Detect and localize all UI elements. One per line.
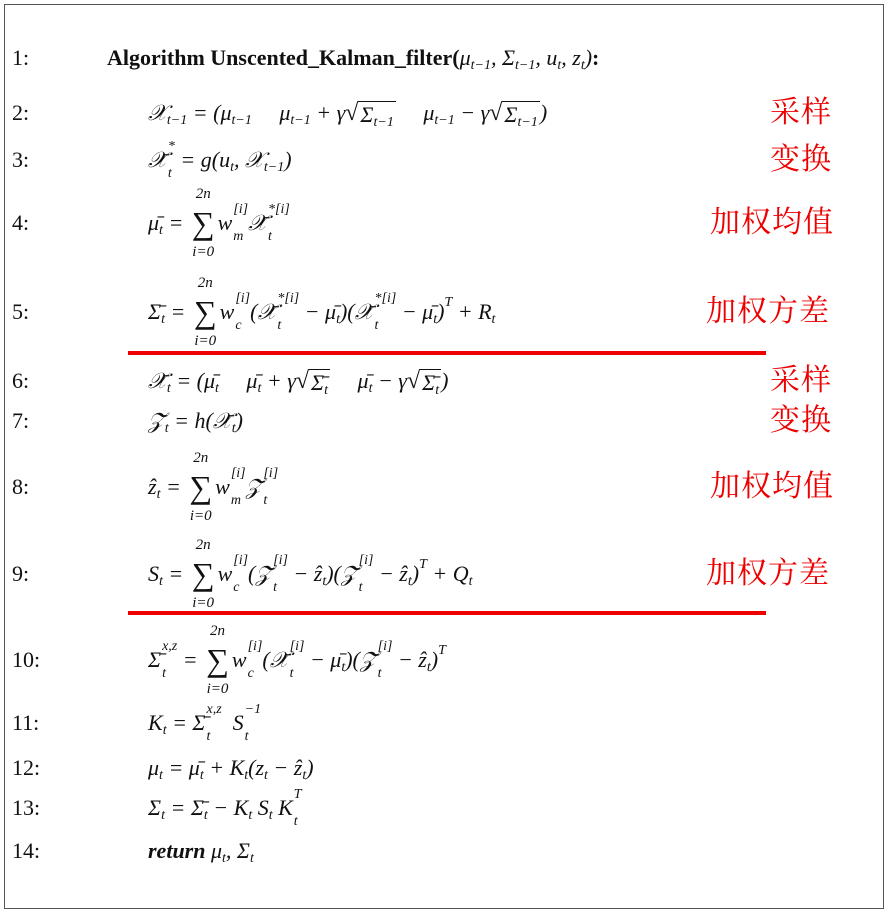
subscript: t bbox=[166, 380, 171, 396]
subscript: t bbox=[277, 318, 282, 333]
subscript: t−1 bbox=[517, 114, 538, 130]
sub-superscript bbox=[268, 202, 290, 244]
math-symbol: 𝒳̄ bbox=[148, 147, 167, 172]
superscript: [i] bbox=[233, 553, 249, 568]
math-symbol: 𝒳 bbox=[148, 100, 167, 125]
sum-sign-icon: ∑ bbox=[189, 469, 213, 505]
math-symbol: μ̄ bbox=[148, 210, 160, 235]
subscript: t bbox=[273, 580, 278, 595]
line-number: 6: bbox=[12, 368, 30, 393]
subscript: t bbox=[435, 382, 440, 398]
subscript: t−1 bbox=[434, 112, 455, 128]
math-symbol: w bbox=[231, 647, 247, 672]
math-symbol: = bbox=[164, 299, 191, 324]
superscript: T bbox=[444, 294, 453, 310]
subscript: t bbox=[161, 807, 165, 823]
subscript: t bbox=[468, 573, 473, 589]
algorithm-title bbox=[107, 45, 599, 71]
superscript: *[i] bbox=[268, 202, 290, 217]
sub-superscript bbox=[247, 639, 263, 681]
line-number: 8: bbox=[12, 474, 30, 499]
subscript: t bbox=[162, 666, 166, 681]
math-symbol: , z bbox=[561, 45, 581, 70]
subscript: c bbox=[233, 580, 240, 595]
sum-sign-icon: ∑ bbox=[193, 294, 217, 330]
math-symbol: = Σ̄ bbox=[164, 795, 204, 820]
line-number: 11: bbox=[12, 710, 40, 735]
subscript: t−1 bbox=[263, 159, 285, 175]
math-symbol: (z bbox=[248, 755, 265, 780]
radicand bbox=[309, 369, 330, 396]
radical-sign-icon: √ bbox=[345, 100, 359, 126]
line-number: 4: bbox=[12, 210, 30, 235]
math-symbol: w bbox=[217, 210, 233, 235]
math-symbol: 𝒳̄ bbox=[148, 368, 167, 393]
subscript: t bbox=[215, 380, 219, 396]
step-annotation: 加权方差 bbox=[706, 556, 830, 591]
algorithm-name: Algorithm Unscented_Kalman_filter( bbox=[107, 45, 460, 70]
formula bbox=[148, 139, 292, 181]
subscript: t−1 bbox=[166, 112, 188, 128]
math-symbol: + γ bbox=[310, 100, 346, 125]
subscript: t bbox=[206, 729, 211, 744]
step-annotation: 变换 bbox=[770, 142, 832, 177]
step-annotation: 采样 bbox=[770, 95, 832, 130]
subscript: t bbox=[580, 57, 585, 73]
sub-superscript bbox=[206, 702, 222, 744]
math-symbol: − ẑ bbox=[373, 561, 408, 586]
formula bbox=[148, 787, 302, 829]
superscript: [i] bbox=[235, 291, 251, 306]
subscript: m bbox=[230, 493, 241, 508]
step-annotation: 采样 bbox=[770, 363, 832, 398]
subscript: t bbox=[557, 57, 562, 73]
subscript: t bbox=[230, 159, 234, 175]
section-divider-measurement bbox=[128, 611, 766, 615]
formula bbox=[148, 449, 278, 525]
formula bbox=[148, 755, 314, 781]
summation bbox=[192, 185, 215, 261]
math-symbol: = (μ bbox=[187, 100, 232, 125]
math-symbol: ) bbox=[430, 647, 439, 672]
sum-lower-limit: i=0 bbox=[206, 681, 229, 697]
math-symbol: , Σ bbox=[490, 45, 516, 70]
superscript: −1 bbox=[244, 702, 262, 717]
formula bbox=[148, 536, 473, 612]
math-symbol: Σ̄ bbox=[148, 647, 162, 672]
math-symbol: K bbox=[148, 710, 163, 735]
summation bbox=[194, 274, 217, 350]
subscript: t bbox=[374, 318, 379, 333]
subscript: t bbox=[322, 573, 327, 589]
subscript: t bbox=[341, 659, 346, 675]
subscript: t bbox=[244, 767, 249, 783]
sub-superscript bbox=[233, 553, 249, 595]
math-symbol: w bbox=[219, 299, 235, 324]
line-number: 5: bbox=[12, 299, 30, 324]
line-number: 1: bbox=[12, 45, 30, 70]
superscript: *[i] bbox=[374, 291, 397, 306]
line-number: 10: bbox=[12, 647, 41, 672]
line-number: 13: bbox=[12, 795, 41, 820]
sub-superscript bbox=[293, 787, 302, 829]
formula bbox=[148, 408, 243, 434]
math-symbol: ) bbox=[411, 561, 420, 586]
superscript: T bbox=[293, 787, 302, 802]
superscript: T bbox=[419, 556, 427, 572]
math-symbol: (𝒳̄ bbox=[250, 299, 277, 324]
sub-superscript bbox=[273, 553, 288, 595]
superscript: [i] bbox=[233, 202, 249, 217]
math-symbol: Σ̄ bbox=[148, 299, 162, 324]
math-symbol: Σ bbox=[148, 795, 162, 820]
sum-sign-icon: ∑ bbox=[191, 556, 215, 592]
math-symbol: = bbox=[177, 647, 204, 672]
math-symbol: Σ bbox=[504, 102, 518, 127]
algorithm-arguments bbox=[460, 45, 592, 71]
math-symbol: = bbox=[162, 210, 189, 235]
radicand bbox=[358, 101, 395, 128]
math-symbol: )(𝒵̄ bbox=[345, 647, 377, 672]
math-symbol: μ bbox=[251, 100, 291, 125]
sum-upper-limit: 2n bbox=[193, 450, 209, 466]
math-symbol: ) bbox=[584, 45, 593, 70]
superscript: [i] bbox=[230, 466, 246, 481]
math-symbol: − γ bbox=[454, 100, 490, 125]
radical-sign-icon: √ bbox=[295, 368, 310, 394]
formula bbox=[148, 98, 547, 128]
math-symbol: μ̄ bbox=[218, 368, 258, 393]
subscript: t bbox=[426, 659, 431, 675]
math-symbol: , 𝒳 bbox=[233, 147, 264, 172]
math-symbol: , Σ bbox=[225, 838, 250, 863]
math-symbol: ) bbox=[539, 100, 548, 125]
math-symbol: − K bbox=[207, 795, 249, 820]
math-symbol: μ bbox=[205, 838, 223, 863]
subscript: t−1 bbox=[373, 114, 394, 130]
superscript: [i] bbox=[263, 466, 279, 481]
subscript: t bbox=[156, 486, 161, 502]
subscript: t bbox=[199, 767, 204, 783]
math-symbol: Σ bbox=[360, 102, 374, 127]
subscript: t bbox=[336, 311, 340, 327]
subscript: t bbox=[244, 729, 249, 744]
summation bbox=[192, 536, 215, 612]
math-symbol: μ bbox=[395, 100, 435, 125]
subscript: t bbox=[222, 850, 226, 866]
math-symbol: 𝒳̄ bbox=[248, 210, 268, 235]
sum-upper-limit: 2n bbox=[195, 537, 211, 553]
radical-sign-icon: √ bbox=[406, 368, 421, 394]
subscript: t bbox=[268, 229, 272, 244]
subscript: t bbox=[264, 767, 268, 783]
math-symbol: = Σ̄ bbox=[166, 710, 206, 735]
math-symbol: + R bbox=[452, 299, 492, 324]
summation bbox=[189, 449, 212, 525]
subscript: t bbox=[159, 222, 163, 238]
step-annotation: 变换 bbox=[770, 403, 832, 438]
math-symbol: μ bbox=[148, 755, 160, 780]
math-symbol: ) bbox=[306, 755, 314, 780]
formula bbox=[148, 366, 448, 396]
subscript: t bbox=[433, 311, 438, 327]
subscript: t bbox=[324, 382, 329, 398]
radical-sign-icon: √ bbox=[489, 100, 503, 126]
math-symbol: − ẑ bbox=[392, 647, 427, 672]
subscript: t bbox=[159, 767, 163, 783]
math-symbol: μ bbox=[459, 45, 471, 70]
line-number: 7: bbox=[12, 408, 30, 433]
subscript: t−1 bbox=[290, 112, 311, 128]
math-symbol: − μ̄ bbox=[396, 299, 434, 324]
subscript: t−1 bbox=[470, 57, 491, 73]
math-symbol: = bbox=[162, 561, 189, 586]
subscript: t bbox=[289, 666, 294, 681]
formula bbox=[148, 185, 290, 261]
superscript: [i] bbox=[273, 553, 288, 568]
math-symbol: ) bbox=[437, 299, 445, 324]
subscript: t bbox=[250, 850, 254, 866]
line-number: 14: bbox=[12, 838, 41, 863]
subscript: m bbox=[233, 229, 244, 244]
math-symbol: S bbox=[252, 795, 269, 820]
math-symbol: S bbox=[148, 561, 159, 586]
math-symbol: )(𝒵̄ bbox=[326, 561, 358, 586]
subscript: t−1 bbox=[231, 112, 252, 128]
subscript: t bbox=[368, 380, 373, 396]
subscript: t bbox=[248, 807, 253, 823]
subscript: t bbox=[167, 166, 172, 181]
sub-superscript bbox=[233, 202, 249, 244]
sum-upper-limit: 2n bbox=[195, 186, 211, 202]
sub-superscript bbox=[230, 466, 246, 508]
superscript: x,z bbox=[162, 639, 178, 654]
superscript: *[i] bbox=[277, 291, 300, 306]
algorithm-box bbox=[4, 4, 884, 909]
square-root bbox=[296, 366, 330, 396]
superscript: [i] bbox=[247, 639, 263, 654]
sum-lower-limit: i=0 bbox=[192, 244, 215, 260]
subscript: t bbox=[263, 493, 268, 508]
sub-superscript bbox=[377, 639, 393, 681]
sub-superscript bbox=[244, 702, 262, 744]
line-number: 3: bbox=[12, 147, 30, 172]
math-symbol: − γ bbox=[372, 368, 407, 393]
math-symbol: 𝒵̄ bbox=[148, 408, 165, 433]
subscript: t bbox=[358, 580, 363, 595]
math-symbol: Σ̄ bbox=[311, 370, 325, 395]
math-symbol: , u bbox=[535, 45, 558, 70]
math-symbol: ẑ bbox=[148, 474, 157, 499]
sum-lower-limit: i=0 bbox=[194, 333, 217, 349]
superscript: [i] bbox=[358, 553, 374, 568]
formula bbox=[148, 274, 495, 350]
formula bbox=[148, 838, 254, 864]
sum-upper-limit: 2n bbox=[197, 275, 213, 291]
math-symbol: ) bbox=[441, 368, 449, 393]
subscript: t bbox=[231, 420, 236, 436]
subscript: c bbox=[235, 318, 242, 333]
subscript: t bbox=[268, 807, 273, 823]
math-symbol: K bbox=[272, 795, 293, 820]
subscript: t bbox=[162, 722, 167, 738]
subscript: t bbox=[257, 380, 262, 396]
square-root bbox=[407, 366, 441, 396]
sum-lower-limit: i=0 bbox=[189, 508, 212, 524]
sum-upper-limit: 2n bbox=[210, 623, 226, 639]
line-number: 2: bbox=[12, 100, 30, 125]
superscript: [i] bbox=[377, 639, 393, 654]
subscript: t−1 bbox=[515, 57, 536, 73]
sub-superscript bbox=[374, 291, 397, 333]
step-annotation: 加权均值 bbox=[710, 469, 834, 504]
line-number: 12: bbox=[12, 755, 41, 780]
formula bbox=[148, 622, 446, 698]
math-symbol: μ̄ bbox=[330, 368, 369, 393]
math-symbol: S bbox=[221, 710, 244, 735]
math-symbol: = bbox=[160, 474, 187, 499]
math-symbol: (𝒳̄ bbox=[262, 647, 289, 672]
subscript: c bbox=[247, 666, 254, 681]
subscript: t bbox=[293, 814, 298, 829]
math-symbol: (𝒵̄ bbox=[248, 561, 273, 586]
square-root bbox=[489, 98, 540, 128]
sub-superscript bbox=[235, 291, 251, 333]
math-symbol: w bbox=[215, 474, 230, 499]
step-annotation: 加权方差 bbox=[706, 294, 830, 329]
subscript: t bbox=[407, 573, 412, 589]
sub-superscript bbox=[289, 639, 305, 681]
math-symbol: = (μ̄ bbox=[170, 368, 216, 393]
math-symbol: − μ̄ bbox=[304, 647, 342, 672]
math-symbol: ) bbox=[235, 408, 243, 433]
sub-superscript bbox=[263, 466, 279, 508]
subscript: t bbox=[302, 767, 307, 783]
subscript: t bbox=[164, 420, 169, 436]
math-symbol: − μ̄ bbox=[299, 299, 337, 324]
math-symbol: = h(𝒳̄ bbox=[168, 408, 232, 433]
math-symbol: − ẑ bbox=[287, 561, 323, 586]
sum-lower-limit: i=0 bbox=[192, 595, 215, 611]
sub-superscript bbox=[358, 553, 374, 595]
math-symbol: − ẑ bbox=[267, 755, 303, 780]
math-symbol: Σ̄ bbox=[422, 370, 436, 395]
radicand bbox=[420, 369, 441, 396]
math-symbol: w bbox=[217, 561, 233, 586]
sum-sign-icon: ∑ bbox=[191, 205, 215, 241]
math-symbol: )(𝒳̄ bbox=[339, 299, 374, 324]
superscript: x,z bbox=[206, 702, 222, 717]
square-root bbox=[345, 98, 396, 128]
math-symbol: = μ̄ bbox=[162, 755, 200, 780]
formula bbox=[148, 702, 262, 744]
section-divider-prediction bbox=[128, 351, 766, 355]
subscript: t bbox=[377, 666, 382, 681]
superscript: T bbox=[438, 642, 446, 658]
subscript: t bbox=[491, 311, 496, 327]
sub-superscript bbox=[167, 139, 175, 181]
radicand bbox=[502, 101, 539, 128]
return-keyword: return bbox=[148, 838, 206, 863]
math-symbol: = g(u bbox=[174, 147, 231, 172]
sum-sign-icon: ∑ bbox=[206, 642, 229, 678]
math-symbol: + Q bbox=[426, 561, 469, 586]
subscript: t bbox=[159, 573, 163, 589]
subscript: t bbox=[161, 311, 165, 327]
math-symbol: ) bbox=[284, 147, 292, 172]
math-symbol: + K bbox=[203, 755, 245, 780]
subscript: t bbox=[203, 807, 208, 823]
summation bbox=[206, 622, 229, 698]
algorithm-colon: : bbox=[592, 45, 600, 70]
math-symbol: + γ bbox=[261, 368, 296, 393]
step-annotation: 加权均值 bbox=[710, 205, 834, 240]
sub-superscript bbox=[162, 639, 178, 681]
line-number: 9: bbox=[12, 561, 30, 586]
math-symbol: 𝒵̄ bbox=[245, 474, 263, 499]
superscript: [i] bbox=[289, 639, 305, 654]
superscript: * bbox=[167, 139, 175, 154]
sub-superscript bbox=[277, 291, 300, 333]
